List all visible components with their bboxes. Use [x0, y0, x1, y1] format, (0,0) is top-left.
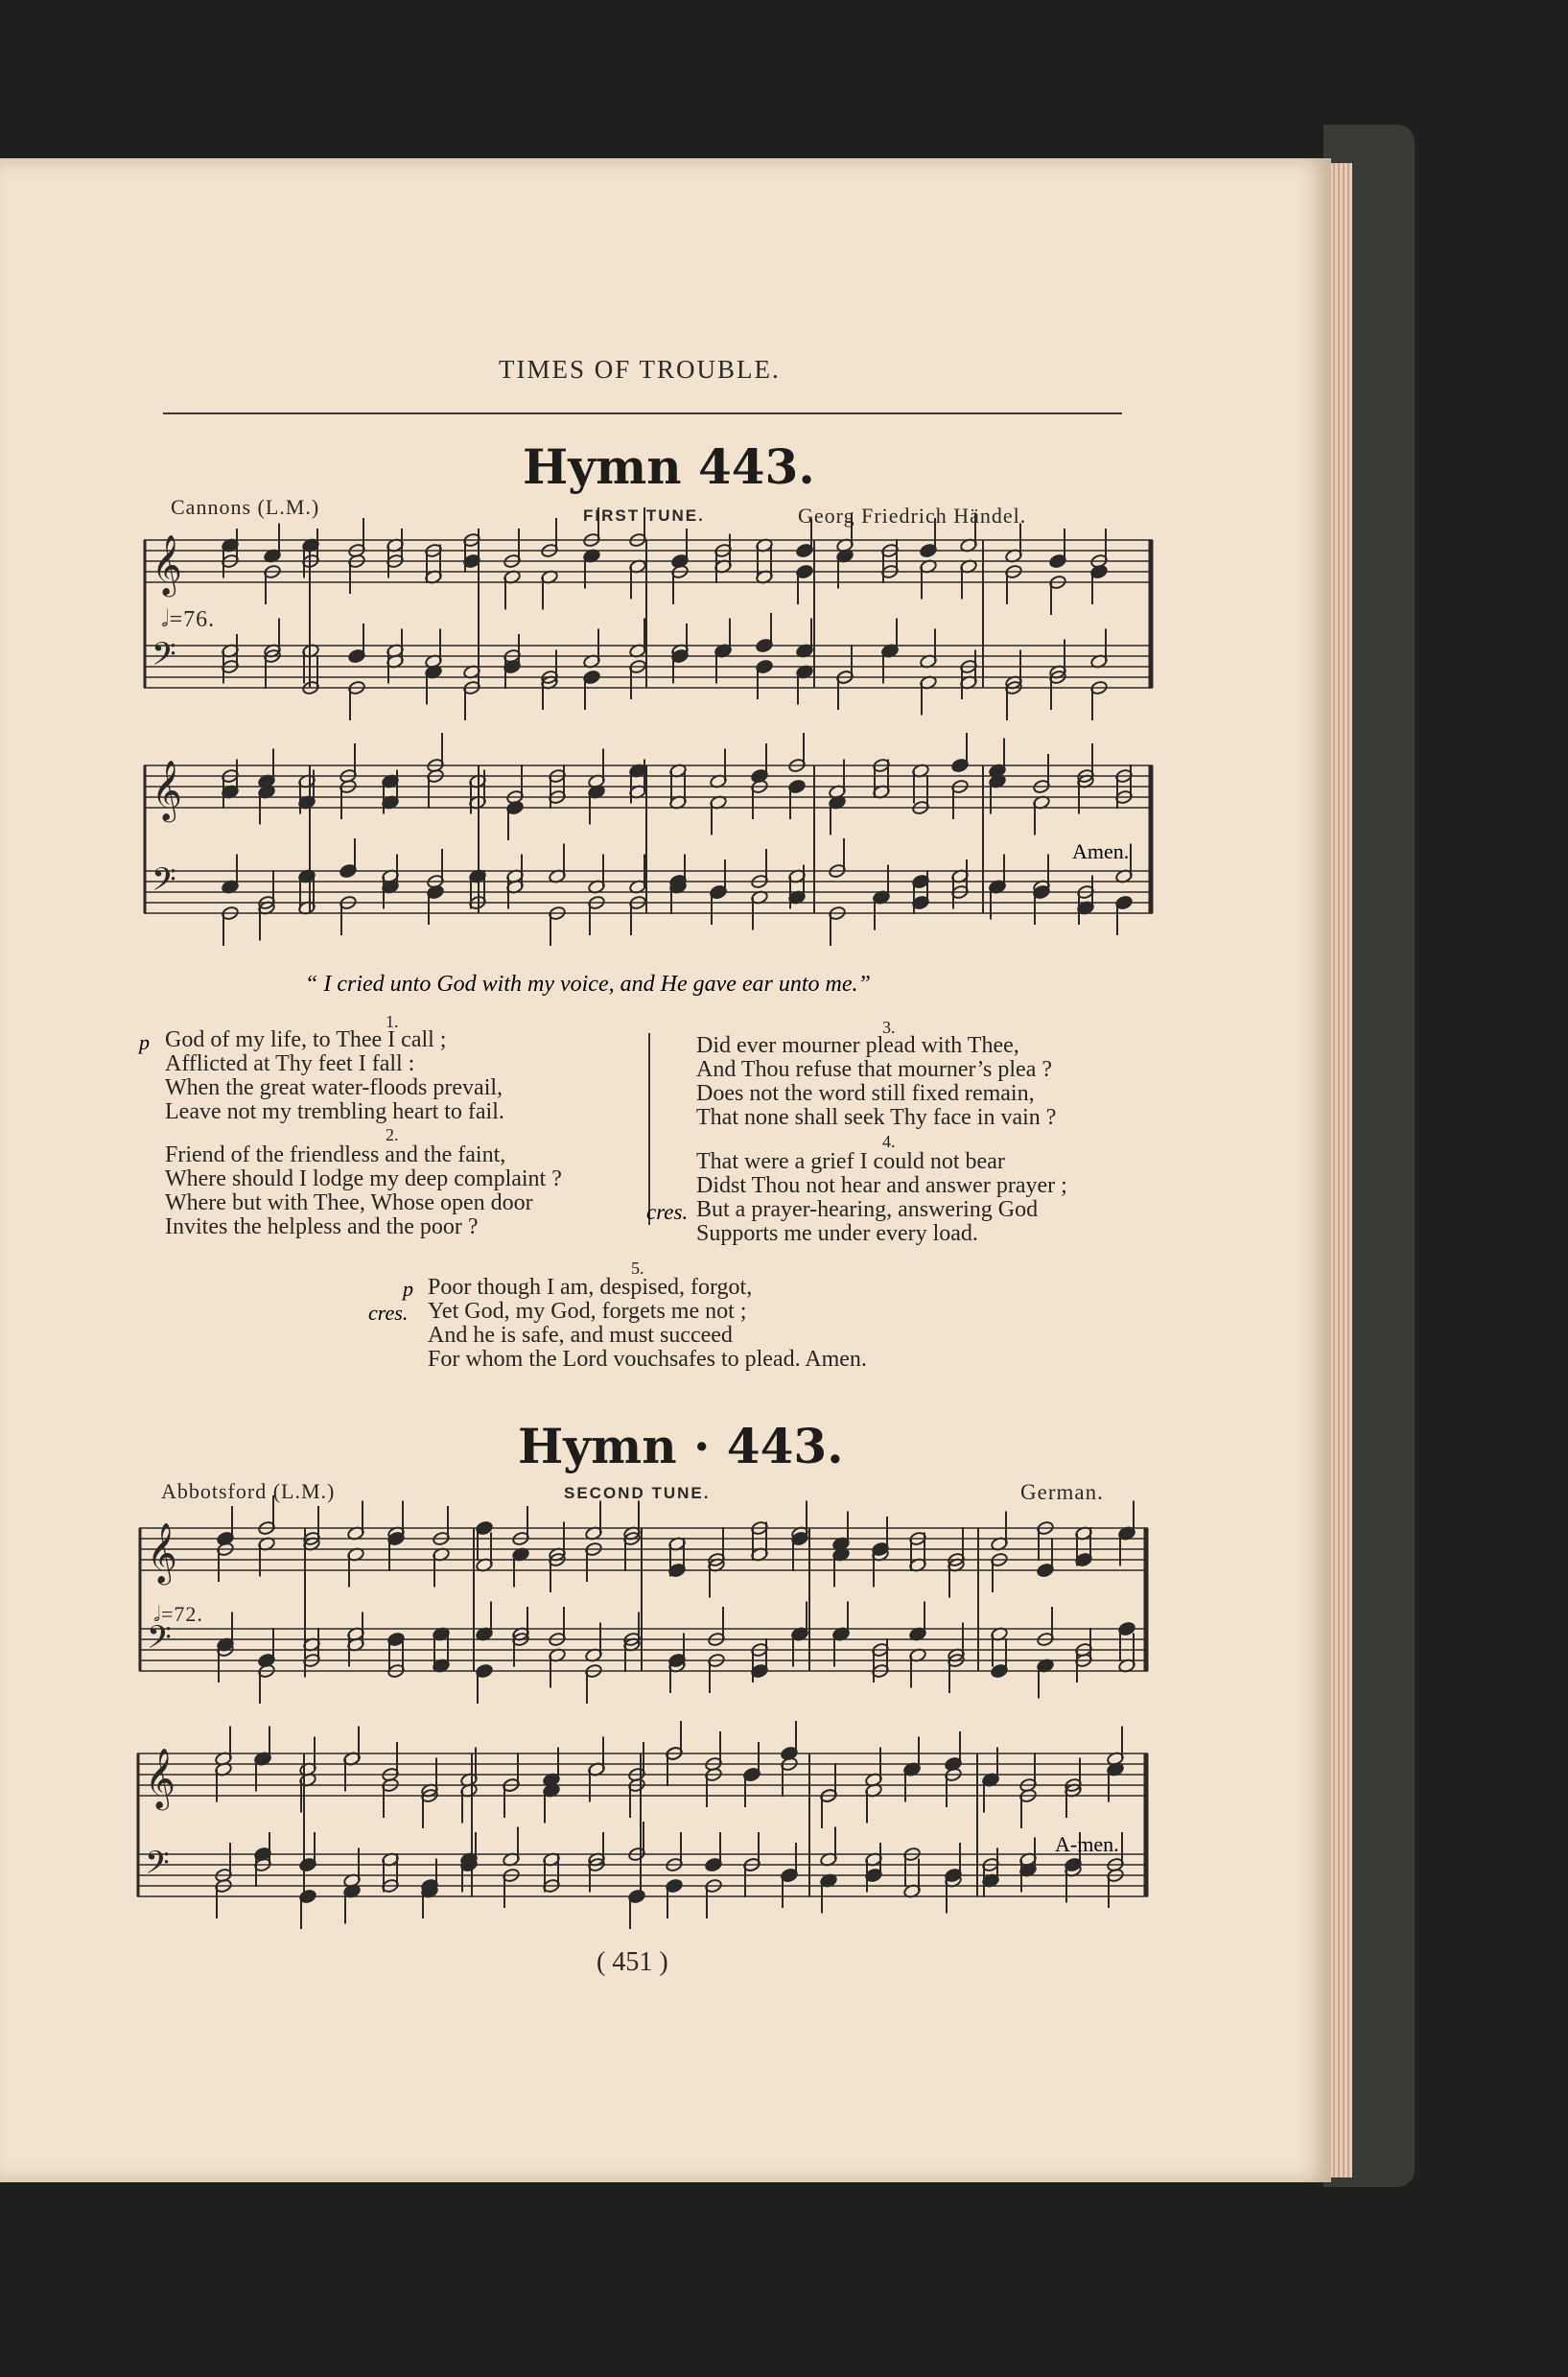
notes [215, 1721, 1125, 1929]
bass-clef-icon: 𝄢 [145, 1845, 170, 1890]
hymn2-system-2 [137, 1746, 1148, 1947]
verse-5-dynamic-cres: cres. [368, 1301, 409, 1325]
page-number: ( 451 ) [597, 1947, 668, 1977]
running-title: TIMES OF TROUBLE. [499, 355, 781, 384]
verse-5: Poor though I am, despised, forgot, Yet God, my God, forgets me not ; And he is safe, and must succeed For whom the Lord vouchsafes to plead. Amen. [428, 1275, 867, 1372]
hymn2-tune-label: SECOND TUNE. [564, 1484, 711, 1502]
bass-clef-icon: 𝄢 [152, 861, 176, 906]
staff-lines [144, 540, 1153, 688]
treble-clef-icon: 𝄞 [145, 1748, 176, 1808]
bass-clef-icon: 𝄢 [152, 636, 176, 681]
hymn1-tempo: 𝅗𝅥=76. [161, 607, 216, 632]
hymn1-amen: Amen. [1072, 839, 1130, 863]
hymn2-amen: A-men. [1055, 1832, 1119, 1856]
hymn1-system-1 [144, 532, 1153, 734]
treble-clef-icon: 𝄞 [152, 760, 182, 820]
hymn1-tune-label: FIRST TUNE. [583, 506, 705, 525]
header-rule [163, 412, 1122, 414]
bass-clef-icon: 𝄢 [147, 1619, 172, 1664]
verse-4-number: 4. [882, 1132, 896, 1151]
treble-clef-icon: 𝄞 [147, 1522, 177, 1583]
verse-1: God of my life, to Thee I call ; Afflicted at Thy feet I fall : When the great water-floods prevail, Leave not my trembling heart to fail. [165, 1027, 504, 1124]
verse-5-dynamic-p: p [403, 1277, 413, 1301]
hymn1-tune-name: Cannons (L.M.) [171, 495, 320, 519]
verse-1-dynamic: p [139, 1030, 150, 1054]
verse-column-divider [648, 1033, 650, 1225]
notes [217, 1495, 1136, 1704]
hymn2-title: Hymn · 443. [518, 1418, 844, 1474]
hymn2-system-1 [139, 1520, 1148, 1731]
hymn2-composer: German. [1020, 1480, 1104, 1504]
verse-3-number: 3. [882, 1018, 896, 1037]
hymn2-tune-name: Abbotsford (L.M.) [161, 1479, 336, 1503]
verse-1-number: 1. [386, 1012, 399, 1031]
verse-5-number: 5. [631, 1259, 644, 1278]
verse-2-number: 2. [386, 1125, 399, 1144]
verse-3: Did ever mourner plead with Thee, And Thou refuse that mourner’s plea ? Does not the word still fixed remain, That none shall seek Thy face in vain ? [696, 1033, 1057, 1130]
verse-2: Friend of the friendless and the faint, Where should I lodge my deep complaint ? Where but with Thee, Whose open door Invites the helpless and the poor ? [165, 1142, 562, 1239]
hymn1-composer: Georg Friedrich Händel. [798, 504, 1027, 528]
hymn1-title: Hymn 443. [523, 438, 815, 495]
hymn2-tempo: 𝅗𝅥=72. [153, 1602, 203, 1626]
verse-4: That were a grief I could not bear Didst Thou not hear and answer prayer ; But a prayer-hearing, answering God Supports me under every load. [696, 1149, 1067, 1246]
verse-4-cres: cres. [646, 1200, 689, 1224]
hymn1-system-2 [144, 758, 1153, 950]
treble-clef-icon: 𝄞 [152, 534, 182, 595]
book-page [0, 158, 1331, 2182]
hymn1-epigraph: “ I cried unto God with my voice, and He gave ear unto me.” [305, 972, 871, 997]
